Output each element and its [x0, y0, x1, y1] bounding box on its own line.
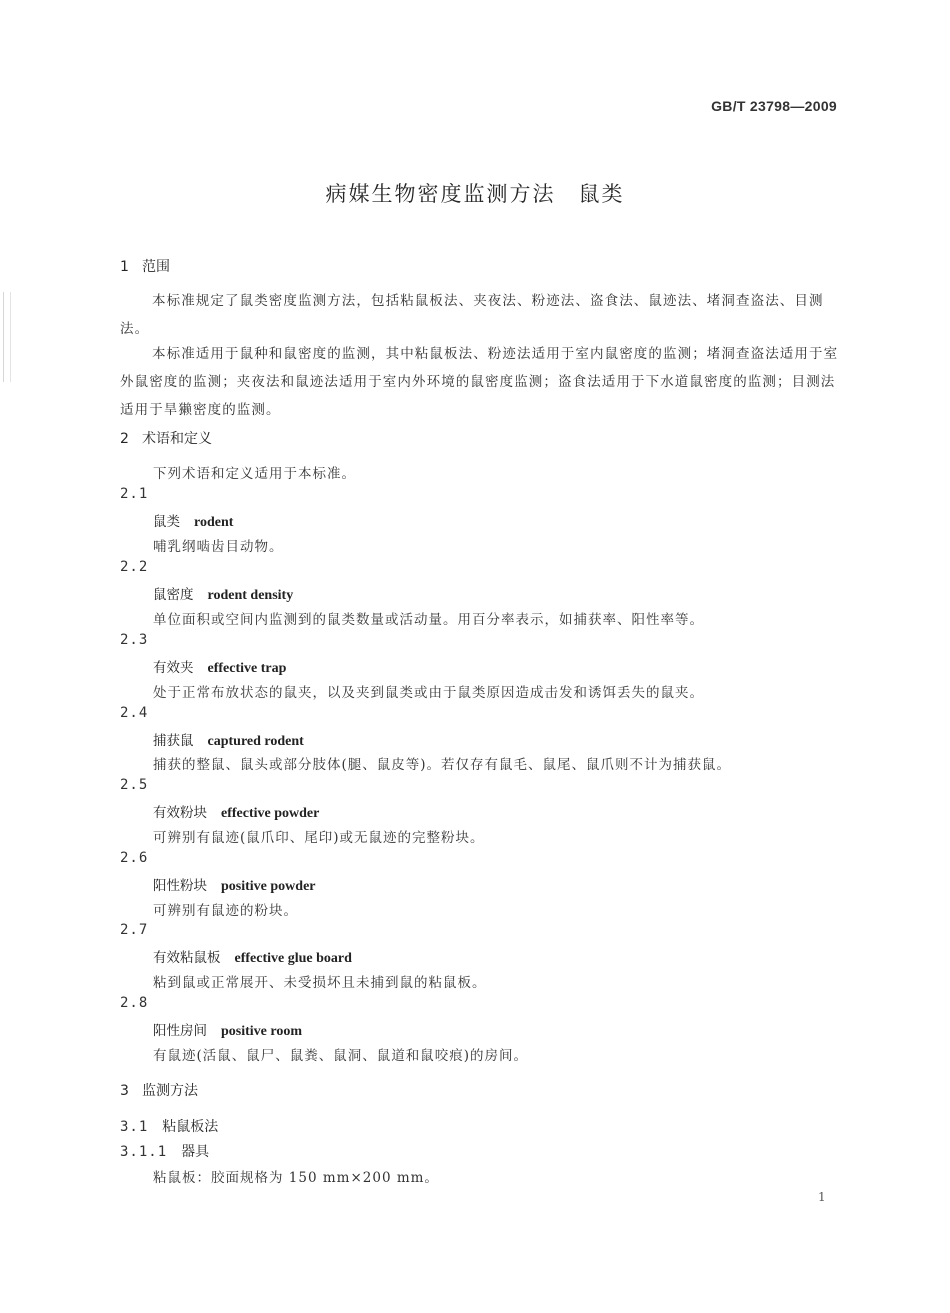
term-number: 2.7 [120, 922, 149, 938]
term-zh: 有效夹 [153, 660, 194, 676]
term-name [153, 656, 286, 677]
term-en: effective powder [221, 806, 320, 821]
term-name [153, 801, 319, 822]
term-name [153, 729, 304, 750]
section-1-heading [120, 256, 170, 276]
subsection-3-1-heading [120, 1116, 218, 1136]
standard-code: GB/T 23798—2009 [711, 98, 837, 114]
term-zh: 阳性粉块 [153, 878, 207, 894]
term-definition: 捕获的整鼠、鼠头或部分肢体(腿、鼠皮等)。若仅存有鼠毛、鼠尾、鼠爪则不计为捕获鼠。 [153, 757, 732, 773]
term-en: positive room [221, 1024, 303, 1039]
section-2-intro: 下列术语和定义适用于本标准。 [153, 466, 356, 482]
section-number: 2 [120, 431, 129, 447]
term-definition: 哺乳纲啮齿目动物。 [153, 539, 284, 555]
term-name [153, 510, 233, 531]
term-name [153, 1019, 302, 1040]
term-zh: 阳性房间 [153, 1023, 207, 1039]
subsection-3-1-1-text: 粘鼠板：胶面规格为 150 mm×200 mm。 [153, 1170, 439, 1186]
section-2-heading [120, 428, 212, 448]
subsection-number: 3.1 [120, 1119, 149, 1135]
term-number: 2.1 [120, 486, 149, 502]
page-number: 1 [818, 1190, 826, 1204]
term-number: 2.4 [120, 705, 149, 721]
term-definition: 可辨别有鼠迹的粉块。 [153, 903, 298, 919]
term-name [153, 583, 293, 604]
term-zh: 有效粉块 [153, 805, 207, 821]
term-zh: 捕获鼠 [153, 733, 194, 749]
section-1-paragraph-2: 本标准适用于鼠种和鼠密度的监测，其中粘鼠板法、粉迹法适用于室内鼠密度的监测；堵洞查盗法适用于室外鼠密度的监测；夹夜法和鼠迹法适用于室内外环境的鼠密度监测；盗食法适用于下水道鼠密度的监测；目测法适用于旱獭密度的监测。 [120, 346, 839, 418]
section-title: 监测方法 [142, 1083, 198, 1099]
section-number: 3 [120, 1083, 129, 1099]
term-number: 2.5 [120, 777, 149, 793]
term-zh: 鼠密度 [153, 587, 194, 603]
term-en: captured rodent [207, 734, 304, 749]
term-definition: 单位面积或空间内监测到的鼠类数量或活动量。用百分率表示，如捕获率、阳性率等。 [153, 612, 704, 628]
section-title: 范围 [142, 259, 170, 275]
section-1-paragraph-1: 本标准规定了鼠类密度监测方法，包括粘鼠板法、夹夜法、粉迹法、盗食法、鼠迹法、堵洞查盗法、目测法。 [120, 293, 824, 337]
section-title: 术语和定义 [142, 431, 212, 447]
subsection-title: 粘鼠板法 [162, 1119, 219, 1135]
page-title: 病媒生物密度监测方法 鼠类 [325, 182, 625, 206]
subsection-3-1-1-heading [120, 1141, 209, 1161]
term-number: 2.6 [120, 850, 149, 866]
term-definition: 处于正常布放状态的鼠夹，以及夹到鼠类或由于鼠类原因造成击发和诱饵丢失的鼠夹。 [153, 685, 704, 701]
term-en: rodent [194, 515, 234, 530]
term-name [153, 946, 352, 967]
term-definition: 有鼠迹(活鼠、鼠尸、鼠粪、鼠洞、鼠道和鼠咬痕)的房间。 [153, 1048, 529, 1064]
term-en: effective glue board [234, 951, 352, 966]
term-definition: 粘到鼠或正常展开、未受损坏且未捕到鼠的粘鼠板。 [153, 975, 487, 991]
term-definition: 可辨别有鼠迹(鼠爪印、尾印)或无鼠迹的完整粉块。 [153, 830, 485, 846]
term-en: rodent density [207, 588, 294, 603]
term-number: 2.2 [120, 559, 149, 575]
term-zh: 鼠类 [153, 514, 180, 530]
subsection-number: 3.1.1 [120, 1144, 168, 1160]
section-3-heading [120, 1080, 198, 1100]
term-number: 2.3 [120, 632, 149, 648]
term-number: 2.8 [120, 995, 149, 1011]
term-zh: 有效粘鼠板 [153, 950, 221, 966]
subsection-title: 器具 [181, 1144, 210, 1160]
term-en: effective trap [207, 661, 287, 676]
term-en: positive powder [221, 879, 316, 894]
binding-mark [3, 292, 11, 382]
term-name [153, 874, 316, 895]
section-number: 1 [120, 259, 129, 275]
